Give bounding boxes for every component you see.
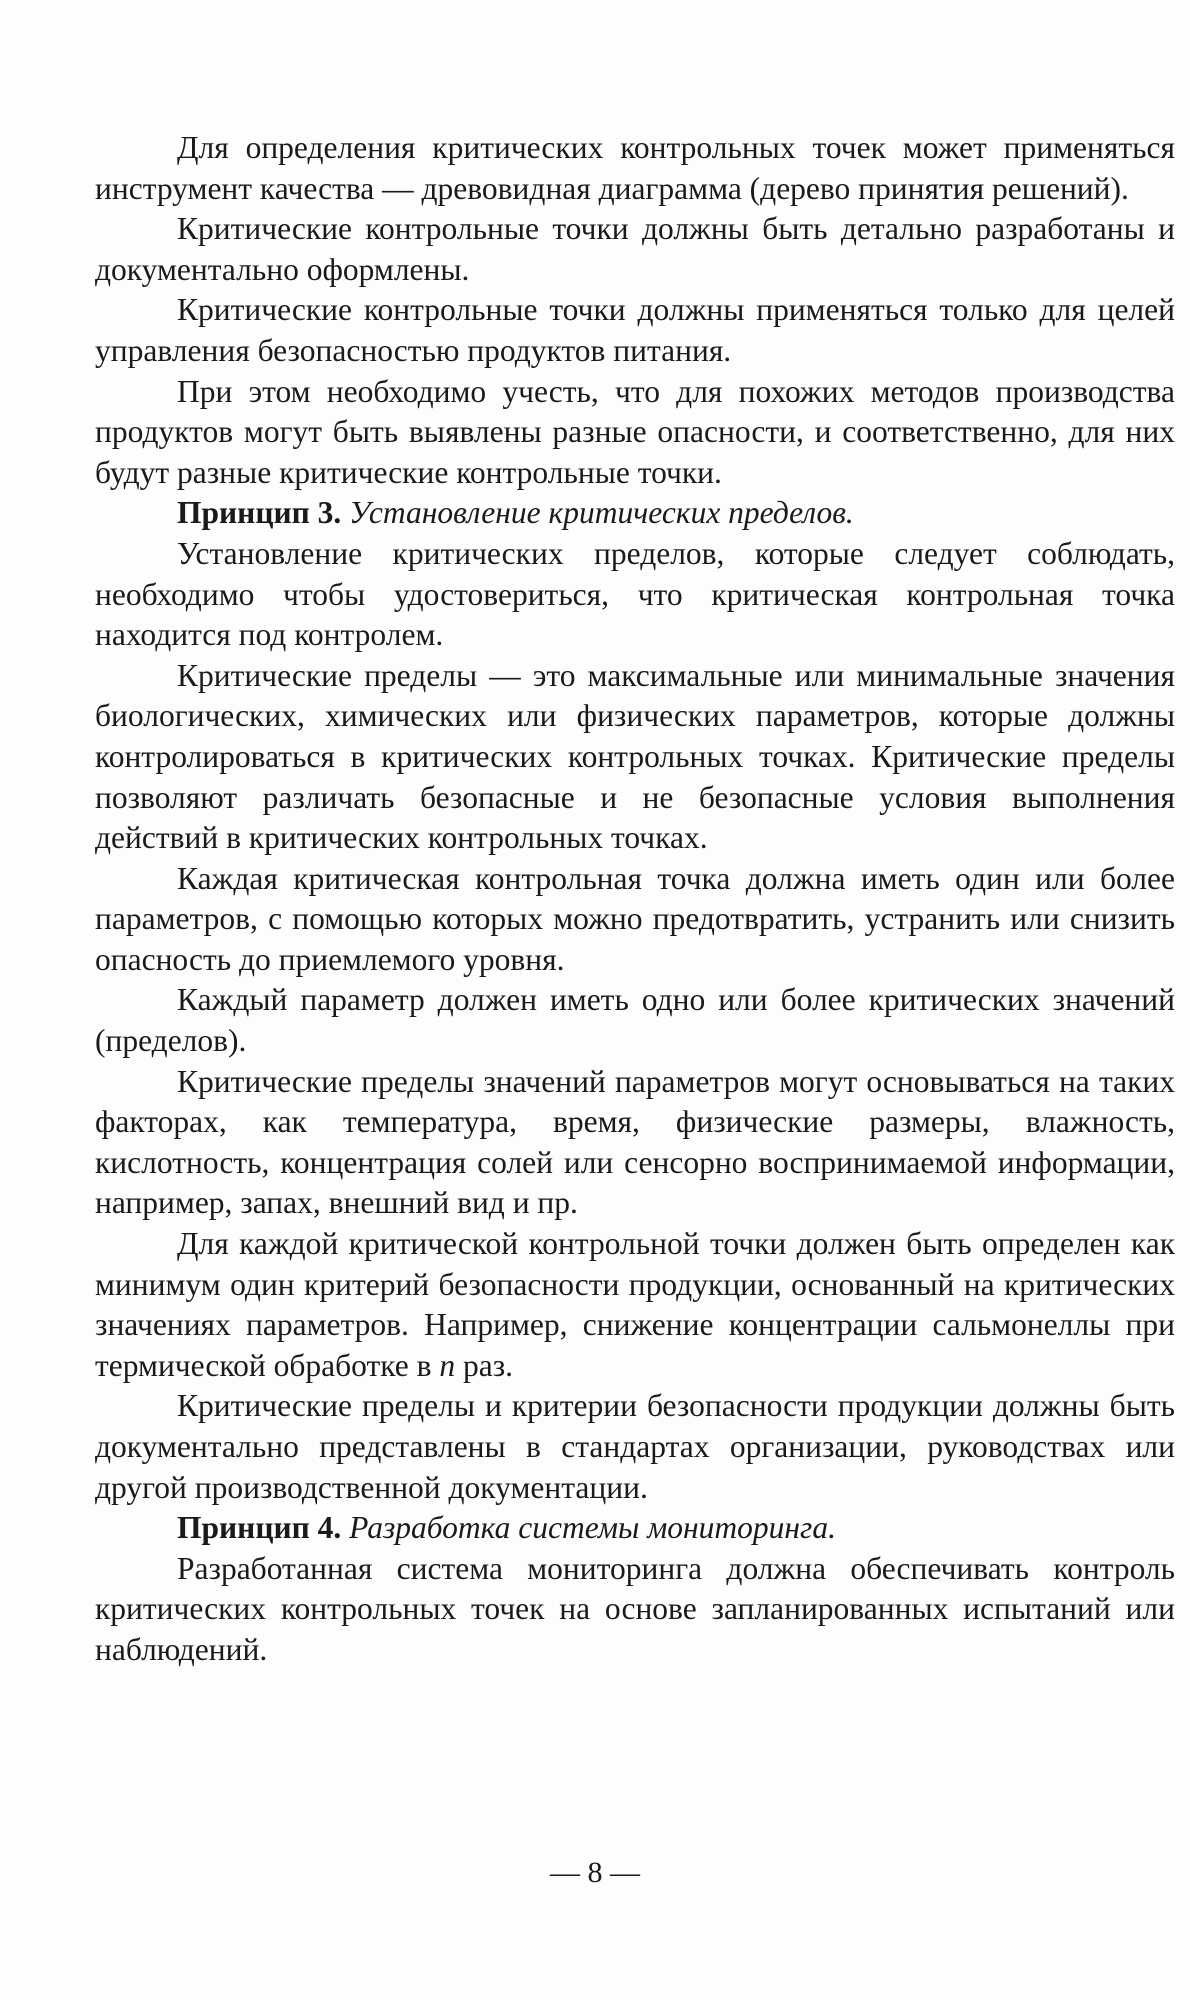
paragraph-limits-documented: Критические пределы и критерии безопасности продукции должны быть документально представлены в стандартах организации, руководствах или другой производственной документации. [95,1388,1175,1505]
variable-n: n [439,1347,456,1383]
safety-criterion-end: раз. [455,1347,514,1383]
paragraph-establish-limits: Установление критических пределов, которые следует соблюдать, необходимо чтобы удостовериться, что критическая контрольная точка находится под контролем. [95,535,1175,653]
paragraph-monitoring: Разработанная система мониторинга должна обеспечивать контроль критических контрольных точек на основе запланированных испытаний или наблюдений. [95,1550,1175,1667]
paragraph-ccp-food-safety: Критические контрольные точки должны применяться только для целей управления безопасностью продуктов питания. [95,292,1175,368]
principle-4-title: Разработка системы мониторинга. [349,1510,836,1546]
paragraph-ccp-documented: Критические контрольные точки должны быть детально разработаны и документально оформлены. [95,211,1175,287]
principle-4-label: Принцип 4. [177,1510,342,1546]
safety-criterion-text: Для каждой критической контрольной точки должен быть определен как минимум один критерий безопасности продукции, основанный на критических значениях параметров. Например, снижение концентрации сальмонеллы при термической обработке в [95,1226,1175,1383]
principle-3-heading [95,493,1175,534]
principle-3-label: Принцип 3. [177,495,342,531]
paragraph-parameters: Каждая критическая контрольная точка должна иметь один или более параметров, с помощью которых можно предотвратить, устранить или снизить опасность до приемлемого уровня. [95,860,1175,977]
page-number: — 8 — [550,1856,640,1889]
paragraph-limit-factors: Критические пределы значений параметров могут основываться на таких факторах, как температура, время, физические размеры, влажность, кислотность, концентрация солей или сенсорно воспринимаемой информации, например, запах, внешний вид и пр. [95,1063,1175,1221]
paragraph-ccp-different-hazards: При этом необходимо учесть, что для похожих методов производства продуктов могут быть выявлены разные опасности, и соответственно, для них будут разные критические контрольные точки. [95,373,1175,490]
paragraph-safety-criterion [95,1224,1175,1386]
paragraph-parameter-values: Каждый параметр должен иметь одно или более критических значений (пределов). [95,982,1175,1059]
paragraph-limits-definition: Критические пределы — это максимальные или минимальные значения биологических, химических или физических параметров, которые должны контролироваться в критических контрольных точках. Критические пределы позволяют различать безопасные и не безопасные условия выполнения действий в критических контрольных точках. [95,657,1175,856]
paragraph-ccp-tools: Для определения критических контрольных точек может применяться инструмент качества — древовидная диаграмма (дерево принятия решений). [95,130,1175,206]
page-body [95,128,1175,1671]
principle-3-title: Установление критических пределов. [349,495,854,531]
principle-4-heading [95,1508,1175,1549]
